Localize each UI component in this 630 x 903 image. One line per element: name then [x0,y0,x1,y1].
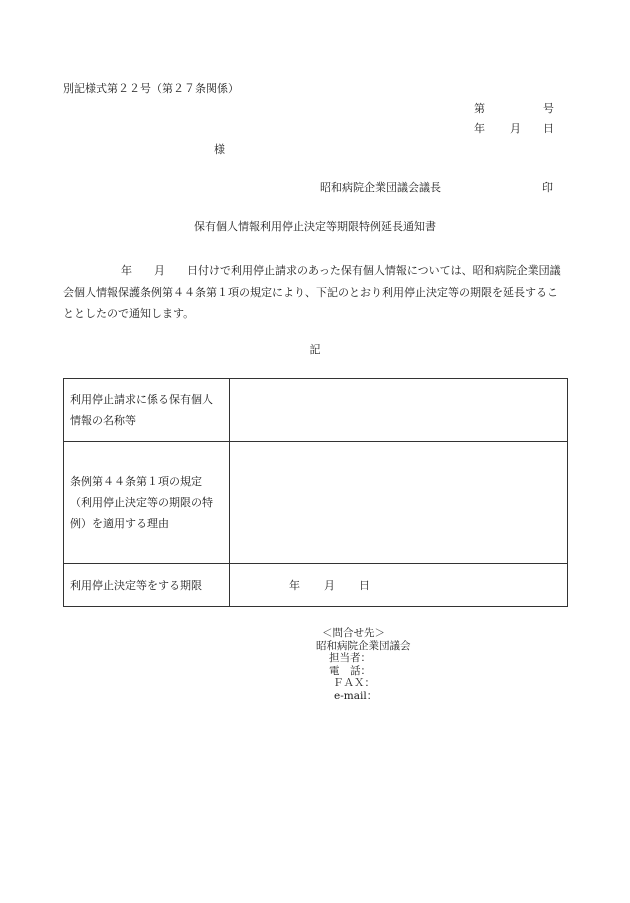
details-table [63,378,568,607]
table-label-deadline: 利用停止決定等をする期限 [64,564,230,607]
contact-fax: ＦＡＸ： [333,677,375,689]
deadline-month: 月 [324,578,335,592]
date-year-label: 年 [474,122,485,135]
body-date-month: 月 [154,264,165,277]
date-day-label: 日 [543,122,554,135]
contact-phone: 電 話： [329,664,371,677]
sender-name: 昭和病院企業団議会議長 [320,181,441,194]
table-value-deadline[interactable] [230,564,568,607]
contact-email: e-mail： [334,689,378,702]
document-title: 保有個人情報利用停止決定等期限特例延長通知書 [194,220,436,233]
body-text: 日付けで利用停止請求のあった保有個人情報については、昭和病院企業団議会個人情報保護条例第４４条第１項の規定により、下記のとおり利用停止決定等の期限を延長することとしたので通知します。 [63,264,561,320]
deadline-year: 年 [289,578,300,592]
contact-organization: 昭和病院企業団議会 [316,639,411,652]
table-value-reason[interactable] [230,442,568,564]
ki-heading: 記 [309,343,321,356]
table-label-info-name: 利用停止請求に係る保有個人情報の名称等 [64,379,230,442]
contact-person: 担当者： [329,652,371,664]
document-number-prefix: 第 [474,102,485,115]
table-row [64,442,568,564]
body-paragraph [63,260,567,325]
table-value-info-name[interactable] [230,379,568,442]
document-number-suffix: 号 [543,102,554,115]
seal-mark: 印 [542,181,553,194]
contact-block [316,627,411,702]
date-month-label: 月 [510,122,521,135]
contact-heading: ＜問合せ先＞ [322,627,385,639]
body-date-year: 年 [121,264,132,277]
table-label-reason: 条例第４４条第１項の規定（利用停止決定等の期限の特例）を適用する理由 [64,442,230,564]
table-row [64,379,568,442]
form-number: 別記様式第２２号（第２７条関係） [63,82,239,95]
table-row [64,564,568,607]
deadline-day: 日 [359,578,370,592]
addressee-suffix: 様 [214,143,225,156]
